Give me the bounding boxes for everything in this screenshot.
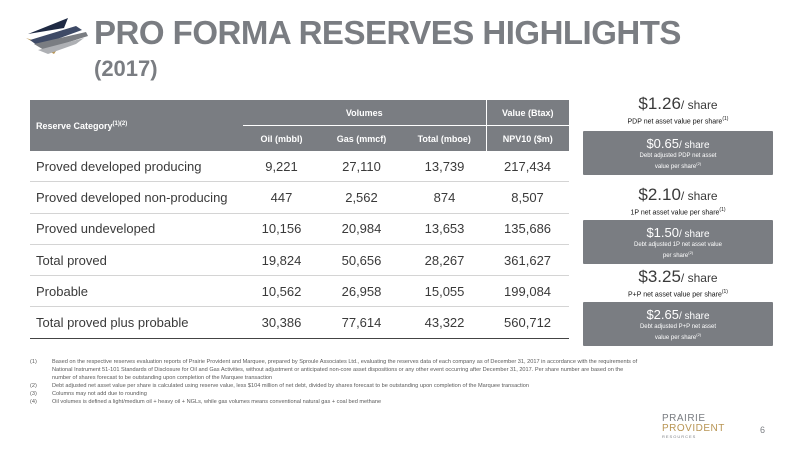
metric-1p xyxy=(583,185,773,216)
reserves-table-panel xyxy=(30,100,569,339)
metric-caption: Debt adjusted P+P net asset value per share$^{(2)}$ xyxy=(639,324,717,341)
cell-npv10: 560,712 xyxy=(486,307,569,338)
row-label: Total proved xyxy=(30,244,243,275)
cell-oil: 10,562 xyxy=(243,276,320,307)
footnote: (1) Based on the respective reserves evaluation reports of Prairie Provident and Marquee, prepared by Sproule Associates Ltd., evaluating the reserves data of each company as of December 31, 2017 in accordance with the requirements of National Instrument 51-101 Standards of Disclosure for Oil and Gas Activities, without adjustment or anticipated non-core asset dispositions or any other event occurring after December 31, 2017. Per share number are based on the number of shares forecast to be outstanding upon completion of the Marquee transaction xyxy=(30,359,638,381)
metric-caption: PDP net asset value per share$^{(1)}$ xyxy=(627,116,729,126)
cell-gas: 27,110 xyxy=(320,151,403,182)
row-label: Proved developed non-producing xyxy=(30,182,243,213)
page-number: 6 xyxy=(760,425,766,435)
metric-pdp-adjusted xyxy=(583,131,773,175)
cell-oil: 19,824 xyxy=(243,244,320,275)
row-label: Probable xyxy=(30,276,243,307)
cell-total: 13,653 xyxy=(403,213,486,244)
row-label: Proved undeveloped xyxy=(30,213,243,244)
cell-oil: 30,386 xyxy=(243,307,320,338)
value-group-header: Value (Btax) xyxy=(486,100,569,126)
column-header-oil: Oil (mbbl) xyxy=(243,126,320,152)
cell-oil: 447 xyxy=(243,182,320,213)
brand-logo: PRAIRIE PROVIDENT RESOURCES xyxy=(662,413,725,439)
metric-caption: 1P net asset value per share$^{(1)}$ xyxy=(630,207,726,217)
metric-pdp xyxy=(583,94,773,125)
table-row xyxy=(30,244,569,275)
logo-mark-icon xyxy=(24,8,90,58)
metric-1p-adjusted xyxy=(583,220,773,264)
column-header-npv10: NPV10 ($m) xyxy=(486,126,569,152)
cell-oil: 9,221 xyxy=(243,151,320,182)
cell-npv10: 361,627 xyxy=(486,244,569,275)
cell-npv10: 8,507 xyxy=(486,182,569,213)
table-row xyxy=(30,213,569,244)
metric-caption: P+P net asset value per share$^{(1)}$ xyxy=(628,289,728,299)
table-row xyxy=(30,307,569,338)
metric-value: $2.65/ share xyxy=(646,307,710,322)
row-label: Total proved plus probable xyxy=(30,307,243,338)
column-header-gas: Gas (mmcf) xyxy=(320,126,403,152)
metric-value: $1.26/ share xyxy=(638,94,718,113)
cell-total: 15,055 xyxy=(403,276,486,307)
cell-total: 874 xyxy=(403,182,486,213)
metric-pp-adjusted xyxy=(583,302,773,346)
reserves-table xyxy=(30,100,569,339)
footnote: (4) Oil volumes is defined a light/medium oil + heavy oil + NGLs, while gas volumes means conventional natural gas + coal bed methane xyxy=(30,399,382,405)
cell-gas: 50,656 xyxy=(320,244,403,275)
metric-caption: Debt adjusted 1P net asset value per share$^{(2)}$ xyxy=(634,242,722,259)
cell-total: 28,267 xyxy=(403,244,486,275)
cell-npv10: 217,434 xyxy=(486,151,569,182)
row-label: Proved developed producing xyxy=(30,151,243,182)
cell-gas: 20,984 xyxy=(320,213,403,244)
cell-gas: 2,562 xyxy=(320,182,403,213)
footnote: (3) Columns may not add due to rounding xyxy=(30,391,147,397)
cell-npv10: 199,084 xyxy=(486,276,569,307)
metric-value: $3.25/ share xyxy=(638,267,718,286)
table-row xyxy=(30,276,569,307)
page-subtitle: (2017) xyxy=(94,56,158,81)
metric-value: $0.65/ share xyxy=(646,136,710,151)
category-header: Reserve Category$^{(1)(2)}$ xyxy=(30,100,243,151)
metric-caption: Debt adjusted PDP net asset value per share$^{(2)}$ xyxy=(639,153,717,170)
cell-total: 43,322 xyxy=(403,307,486,338)
cell-total: 13,739 xyxy=(403,151,486,182)
cell-gas: 77,614 xyxy=(320,307,403,338)
metric-value: $2.10/ share xyxy=(638,185,718,204)
volumes-group-header: Volumes xyxy=(243,100,486,126)
cell-oil: 10,156 xyxy=(243,213,320,244)
footnotes xyxy=(30,358,640,406)
table-row xyxy=(30,182,569,213)
column-header-total: Total (mboe) xyxy=(403,126,486,152)
table-row xyxy=(30,151,569,182)
cell-gas: 26,958 xyxy=(320,276,403,307)
metric-value: $1.50/ share xyxy=(646,225,710,240)
footnote: (2) Debt adjusted net asset value per share is calculated using reserve value, less $104 million of net debt, divided by shares forecast to be outstanding upon completion of the Marquee transaction xyxy=(30,383,529,389)
metric-pp xyxy=(583,267,773,298)
cell-npv10: 135,686 xyxy=(486,213,569,244)
page-title: PRO FORMA RESERVES HIGHLIGHTS xyxy=(94,14,681,51)
